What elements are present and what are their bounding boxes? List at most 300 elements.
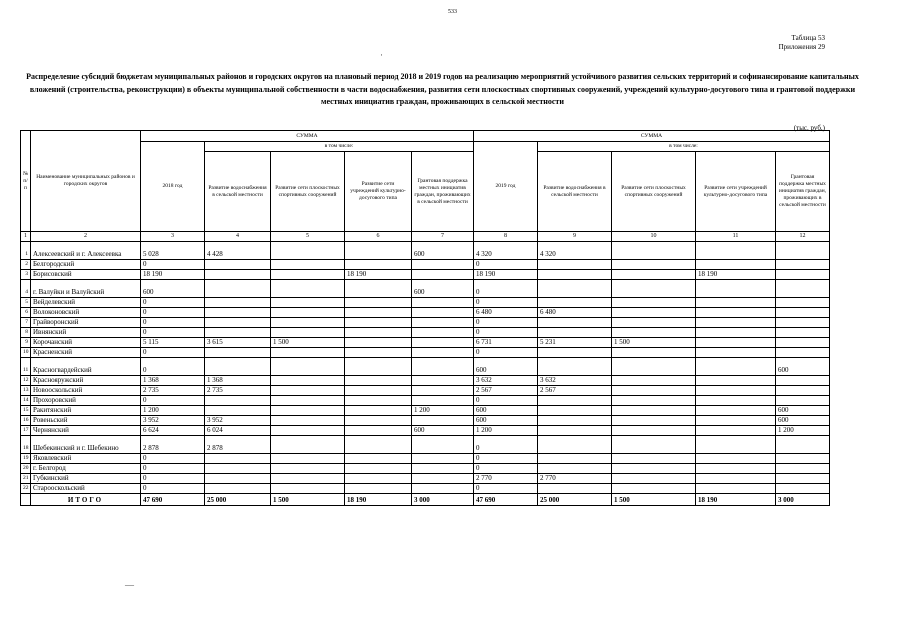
amount-cell — [696, 318, 776, 328]
amount-cell — [696, 338, 776, 348]
amount-cell — [271, 464, 345, 474]
amount-cell: 2 878 — [205, 436, 271, 454]
amount-cell — [271, 270, 345, 280]
table-row — [21, 416, 830, 426]
total-amount-cell: 1 500 — [271, 494, 345, 506]
amount-cell — [612, 464, 696, 474]
amount-cell — [538, 328, 612, 338]
amount-cell — [696, 280, 776, 298]
appendix-tag: Приложения 29 — [778, 43, 825, 51]
amount-cell — [205, 464, 271, 474]
amount-cell: 6 624 — [141, 426, 205, 436]
table-row — [21, 386, 830, 396]
total-amount-cell: 18 190 — [345, 494, 412, 506]
total-amount-cell: 3 000 — [776, 494, 830, 506]
amount-cell: 2 770 — [538, 474, 612, 484]
column-numbers-row — [21, 232, 830, 242]
header-name: Наименование муниципальных районов и городских округов — [31, 131, 141, 232]
amount-cell — [345, 454, 412, 464]
total-amount-cell: 25 000 — [538, 494, 612, 506]
amount-cell — [205, 280, 271, 298]
amount-cell: 1 200 — [141, 406, 205, 416]
amount-cell — [776, 376, 830, 386]
row-number: 15 — [21, 406, 31, 416]
table-row — [21, 298, 830, 308]
amount-cell — [696, 396, 776, 406]
amount-cell: 1 368 — [205, 376, 271, 386]
row-number: 21 — [21, 474, 31, 484]
amount-cell — [776, 436, 830, 454]
amount-cell — [612, 376, 696, 386]
document-title: Распределение субсидий бюджетам муниципальных районов и городских округов на плановый период 2018 и 2019 годов на реализацию мероприятий устойчивого развития сельских территорий и софинансирование капитальных вложений (строительства, реконструкции) в объекты муниципальной собственности в части водоснабжения, развития сети плоскостных спортивных сооружений, учреждений культурно-досугового типа и грантовой поддержки местных инициатив граждан, проживающих в сельской местности — [26, 72, 859, 106]
amount-cell — [538, 270, 612, 280]
amount-cell — [538, 406, 612, 416]
units-label: (тыс. руб.) — [793, 124, 825, 132]
amount-cell: 3 632 — [538, 376, 612, 386]
amount-cell — [612, 426, 696, 436]
amount-cell — [205, 348, 271, 358]
district-name: Губкинский — [31, 474, 141, 484]
amount-cell — [776, 242, 830, 260]
row-number: 4 — [21, 280, 31, 298]
amount-cell — [205, 406, 271, 416]
row-number: 19 — [21, 454, 31, 464]
total-amount-cell: 47 690 — [474, 494, 538, 506]
amount-cell — [612, 348, 696, 358]
amount-cell: 2 567 — [474, 386, 538, 396]
amount-cell: 2 735 — [205, 386, 271, 396]
amount-cell: 0 — [474, 298, 538, 308]
amount-cell — [205, 358, 271, 376]
amount-cell: 1 368 — [141, 376, 205, 386]
amount-cell: 18 190 — [696, 270, 776, 280]
row-number: 20 — [21, 464, 31, 474]
header-culture-2018: Развитие сети учреждений культурно-досугового типа — [345, 152, 412, 232]
table-row — [21, 396, 830, 406]
amount-cell: 0 — [141, 318, 205, 328]
amount-cell — [271, 436, 345, 454]
amount-cell — [271, 318, 345, 328]
amount-cell: 1 200 — [474, 426, 538, 436]
table-tag: Таблица 53 — [791, 34, 825, 42]
amount-cell: 600 — [474, 358, 538, 376]
amount-cell — [412, 318, 474, 328]
header-grant-2018: Грантовая поддержка местных инициатив граждан, проживающих в сельской местности — [412, 152, 474, 232]
district-name: г. Белгород — [31, 464, 141, 474]
amount-cell — [696, 260, 776, 270]
amount-cell — [612, 474, 696, 484]
amount-cell — [538, 298, 612, 308]
amount-cell — [538, 358, 612, 376]
amount-cell — [271, 474, 345, 484]
table-row — [21, 426, 830, 436]
total-amount-cell: 3 000 — [412, 494, 474, 506]
amount-cell: 2 878 — [141, 436, 205, 454]
amount-cell: 600 — [141, 280, 205, 298]
amount-cell — [271, 484, 345, 494]
amount-cell — [271, 386, 345, 396]
amount-cell: 600 — [412, 242, 474, 260]
amount-cell — [345, 464, 412, 474]
amount-cell: 0 — [474, 318, 538, 328]
amount-cell — [612, 484, 696, 494]
amount-cell — [271, 358, 345, 376]
amount-cell — [345, 416, 412, 426]
amount-cell: 0 — [141, 298, 205, 308]
amount-cell — [412, 328, 474, 338]
amount-cell: 1 500 — [612, 338, 696, 348]
header-incl-2018: в том числе: — [205, 142, 474, 152]
amount-cell — [271, 406, 345, 416]
amount-cell: 1 500 — [271, 338, 345, 348]
row-number: 7 — [21, 318, 31, 328]
amount-cell — [205, 396, 271, 406]
amount-cell — [612, 308, 696, 318]
table-row — [21, 436, 830, 454]
row-number: 14 — [21, 396, 31, 406]
table-row — [21, 406, 830, 416]
column-number: 5 — [271, 232, 345, 242]
total-amount-cell: 47 690 — [141, 494, 205, 506]
table-row — [21, 454, 830, 464]
row-number: 17 — [21, 426, 31, 436]
amount-cell — [612, 328, 696, 338]
amount-cell: 0 — [141, 308, 205, 318]
total-amount-cell: 18 190 — [696, 494, 776, 506]
amount-cell: 4 428 — [205, 242, 271, 260]
total-blank — [21, 494, 31, 506]
amount-cell: 600 — [412, 426, 474, 436]
amount-cell — [612, 280, 696, 298]
amount-cell — [205, 328, 271, 338]
amount-cell: 600 — [776, 358, 830, 376]
header-no: № п/п — [21, 131, 31, 232]
amount-cell — [345, 318, 412, 328]
district-name: Красненский — [31, 348, 141, 358]
amount-cell — [612, 298, 696, 308]
amount-cell — [345, 280, 412, 298]
amount-cell: 2 735 — [141, 386, 205, 396]
amount-cell — [205, 270, 271, 280]
amount-cell — [776, 338, 830, 348]
table-row — [21, 242, 830, 260]
page-number: 533 — [448, 9, 457, 15]
amount-cell — [345, 376, 412, 386]
amount-cell: 0 — [474, 436, 538, 454]
table-row — [21, 338, 830, 348]
column-number: 4 — [205, 232, 271, 242]
header-sum-2018: СУММА — [141, 131, 474, 142]
amount-cell — [345, 260, 412, 270]
amount-cell — [271, 376, 345, 386]
amount-cell: 5 028 — [141, 242, 205, 260]
amount-cell — [538, 464, 612, 474]
district-name: Вейделевский — [31, 298, 141, 308]
amount-cell — [412, 484, 474, 494]
amount-cell — [612, 242, 696, 260]
amount-cell — [412, 376, 474, 386]
amount-cell — [412, 270, 474, 280]
amount-cell — [538, 318, 612, 328]
district-name: Борисовский — [31, 270, 141, 280]
amount-cell: 1 200 — [776, 426, 830, 436]
table-row — [21, 464, 830, 474]
district-name: Грайворонский — [31, 318, 141, 328]
header-grant-2019: Грантовая поддержка местных инициатив граждан, проживающих в сельской местности — [776, 152, 830, 232]
amount-cell — [345, 328, 412, 338]
amount-cell — [776, 308, 830, 318]
amount-cell: 3 615 — [205, 338, 271, 348]
amount-cell — [696, 416, 776, 426]
table-row — [21, 376, 830, 386]
amount-cell: 3 632 — [474, 376, 538, 386]
row-number: 22 — [21, 484, 31, 494]
amount-cell: 3 952 — [141, 416, 205, 426]
column-number: 10 — [612, 232, 696, 242]
amount-cell — [412, 474, 474, 484]
amount-cell — [271, 416, 345, 426]
amount-cell — [696, 484, 776, 494]
column-number: 12 — [776, 232, 830, 242]
column-number: 2 — [31, 232, 141, 242]
amount-cell — [612, 396, 696, 406]
amount-cell — [612, 318, 696, 328]
amount-cell — [271, 308, 345, 318]
column-number: 1 — [21, 232, 31, 242]
amount-cell — [271, 298, 345, 308]
amount-cell — [412, 260, 474, 270]
amount-cell — [412, 308, 474, 318]
amount-cell — [345, 348, 412, 358]
amount-cell — [345, 308, 412, 318]
header-sport-2018: Развитие сети плоскостных спортивных сооружений — [271, 152, 345, 232]
district-name: Шебекинский и г. Шебекино — [31, 436, 141, 454]
amount-cell — [776, 396, 830, 406]
amount-cell — [538, 396, 612, 406]
amount-cell — [412, 386, 474, 396]
column-number: 9 — [538, 232, 612, 242]
amount-cell — [271, 260, 345, 270]
amount-cell — [412, 416, 474, 426]
amount-cell — [412, 396, 474, 406]
table-row — [21, 270, 830, 280]
amount-cell — [776, 328, 830, 338]
amount-cell — [696, 242, 776, 260]
district-name: г. Валуйки и Валуйский — [31, 280, 141, 298]
amount-cell — [696, 386, 776, 396]
header-sum-2019: СУММА — [474, 131, 830, 142]
amount-cell: 6 480 — [474, 308, 538, 318]
amount-cell: 600 — [776, 406, 830, 416]
amount-cell: 0 — [141, 358, 205, 376]
column-number: 3 — [141, 232, 205, 242]
table-row — [21, 358, 830, 376]
district-name: Белгородский — [31, 260, 141, 270]
amount-cell — [412, 436, 474, 454]
amount-cell: 5 115 — [141, 338, 205, 348]
district-name: Ракитянский — [31, 406, 141, 416]
header-water-2018: Развитие водоснабжения в сельской местности — [205, 152, 271, 232]
amount-cell: 18 190 — [345, 270, 412, 280]
row-number: 6 — [21, 308, 31, 318]
column-number: 11 — [696, 232, 776, 242]
amount-cell — [345, 358, 412, 376]
amount-cell — [345, 242, 412, 260]
header-total-2019: 2019 год — [474, 142, 538, 232]
amount-cell — [776, 386, 830, 396]
amount-cell — [696, 358, 776, 376]
header-sport-2019: Развитие сети плоскостных спортивных сооружений — [612, 152, 696, 232]
amount-cell: 0 — [474, 484, 538, 494]
amount-cell: 1 200 — [412, 406, 474, 416]
amount-cell — [776, 318, 830, 328]
subsidy-table — [20, 130, 830, 506]
row-number: 8 — [21, 328, 31, 338]
amount-cell: 0 — [141, 396, 205, 406]
table-row — [21, 308, 830, 318]
district-name: Ивнянский — [31, 328, 141, 338]
amount-cell: 3 952 — [205, 416, 271, 426]
amount-cell: 0 — [141, 474, 205, 484]
district-name: Старооскольский — [31, 484, 141, 494]
district-name: Чернянский — [31, 426, 141, 436]
amount-cell — [776, 348, 830, 358]
amount-cell — [345, 426, 412, 436]
amount-cell — [696, 454, 776, 464]
amount-cell: 4 320 — [474, 242, 538, 260]
amount-cell — [345, 338, 412, 348]
amount-cell — [345, 474, 412, 484]
amount-cell — [776, 270, 830, 280]
district-name: Корочанский — [31, 338, 141, 348]
table-row — [21, 280, 830, 298]
amount-cell — [776, 454, 830, 464]
amount-cell — [696, 308, 776, 318]
total-row — [21, 494, 830, 506]
table-row — [21, 318, 830, 328]
amount-cell — [538, 484, 612, 494]
amount-cell — [776, 474, 830, 484]
amount-cell — [205, 298, 271, 308]
amount-cell — [271, 454, 345, 464]
amount-cell — [776, 260, 830, 270]
amount-cell: 4 320 — [538, 242, 612, 260]
amount-cell: 0 — [141, 348, 205, 358]
amount-cell — [696, 376, 776, 386]
row-number: 5 — [21, 298, 31, 308]
amount-cell: 600 — [776, 416, 830, 426]
amount-cell — [412, 454, 474, 464]
amount-cell — [776, 484, 830, 494]
amount-cell: 18 190 — [141, 270, 205, 280]
amount-cell — [696, 406, 776, 416]
amount-cell — [345, 436, 412, 454]
amount-cell — [612, 386, 696, 396]
amount-cell — [538, 426, 612, 436]
table-row — [21, 328, 830, 338]
amount-cell — [412, 298, 474, 308]
amount-cell — [412, 338, 474, 348]
row-number: 3 — [21, 270, 31, 280]
total-amount-cell: 25 000 — [205, 494, 271, 506]
scan-dash: — — [125, 580, 134, 590]
column-number: 6 — [345, 232, 412, 242]
amount-cell: 6 024 — [205, 426, 271, 436]
amount-cell — [271, 426, 345, 436]
amount-cell: 0 — [474, 454, 538, 464]
amount-cell — [696, 298, 776, 308]
table-row — [21, 348, 830, 358]
amount-cell — [612, 406, 696, 416]
amount-cell — [271, 348, 345, 358]
amount-cell — [271, 242, 345, 260]
amount-cell — [776, 280, 830, 298]
amount-cell: 6 480 — [538, 308, 612, 318]
row-number: 11 — [21, 358, 31, 376]
amount-cell — [612, 358, 696, 376]
amount-cell — [776, 298, 830, 308]
amount-cell — [612, 416, 696, 426]
amount-cell: 0 — [474, 260, 538, 270]
amount-cell — [538, 454, 612, 464]
amount-cell — [612, 260, 696, 270]
amount-cell — [538, 280, 612, 298]
amount-cell — [205, 318, 271, 328]
amount-cell — [612, 436, 696, 454]
amount-cell — [205, 454, 271, 464]
amount-cell — [271, 396, 345, 406]
row-number: 1 — [21, 242, 31, 260]
amount-cell: 0 — [141, 260, 205, 270]
table-row — [21, 260, 830, 270]
total-label: ИТОГО — [31, 494, 141, 506]
table-body — [21, 232, 830, 506]
amount-cell — [412, 464, 474, 474]
amount-cell: 5 231 — [538, 338, 612, 348]
district-name: Алексеевский и г. Алексеевка — [31, 242, 141, 260]
row-number: 10 — [21, 348, 31, 358]
row-number: 12 — [21, 376, 31, 386]
amount-cell — [696, 464, 776, 474]
amount-cell — [205, 260, 271, 270]
district-name: Волоконовский — [31, 308, 141, 318]
amount-cell — [345, 298, 412, 308]
amount-cell: 600 — [474, 406, 538, 416]
table-row — [21, 484, 830, 494]
amount-cell: 2 567 — [538, 386, 612, 396]
amount-cell — [345, 396, 412, 406]
total-amount-cell: 1 500 — [612, 494, 696, 506]
amount-cell — [612, 270, 696, 280]
amount-cell: 0 — [141, 328, 205, 338]
row-number: 16 — [21, 416, 31, 426]
amount-cell: 0 — [141, 464, 205, 474]
amount-cell — [538, 436, 612, 454]
row-number: 13 — [21, 386, 31, 396]
district-name: Ровеньский — [31, 416, 141, 426]
table-row — [21, 474, 830, 484]
district-name: Яковлевский — [31, 454, 141, 464]
amount-cell: 0 — [474, 280, 538, 298]
amount-cell — [776, 464, 830, 474]
amount-cell — [271, 328, 345, 338]
row-number: 18 — [21, 436, 31, 454]
amount-cell: 6 731 — [474, 338, 538, 348]
row-number: 9 — [21, 338, 31, 348]
amount-cell — [538, 260, 612, 270]
header-water-2019: Развитие водоснабжения в сельской местности — [538, 152, 612, 232]
amount-cell: 0 — [474, 464, 538, 474]
